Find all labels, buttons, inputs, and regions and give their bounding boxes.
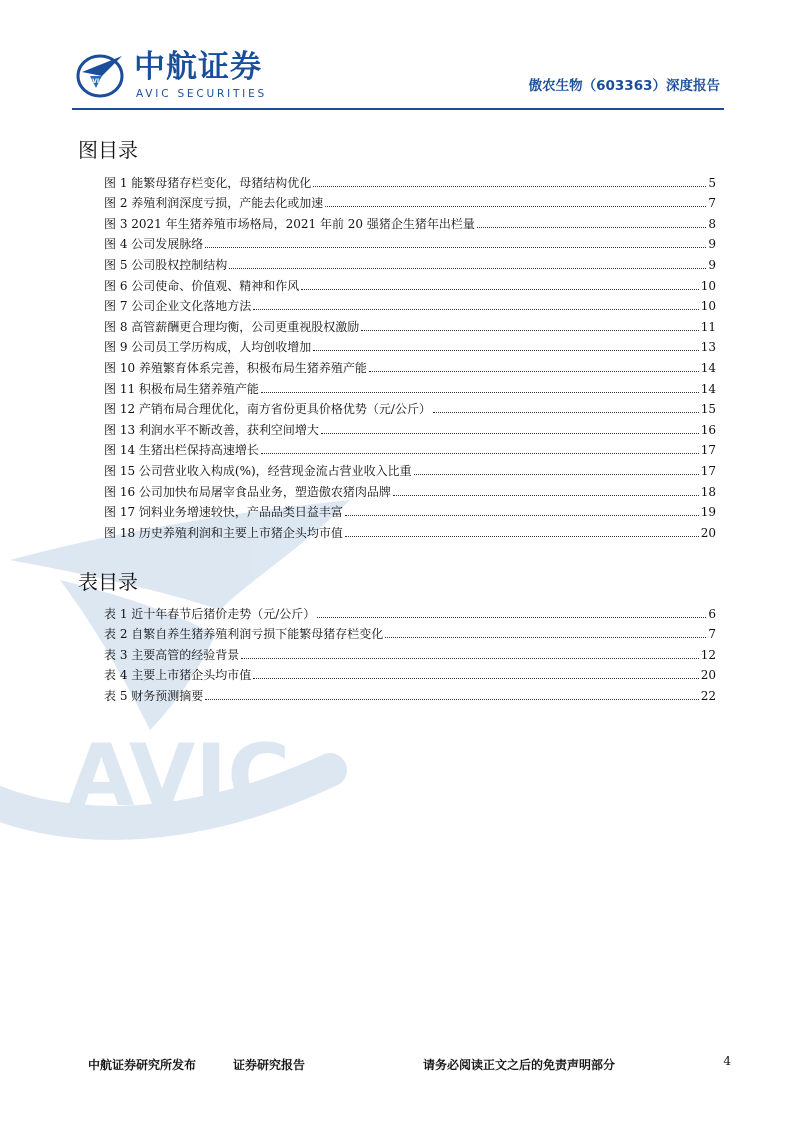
company-name-en: AVIC SECURITIES [136,88,267,100]
footer-report-type: 证券研究报告 [233,1058,306,1072]
figure-entry[interactable] [104,251,716,272]
leader-dots [205,246,706,248]
figure-entry-label: 图 18 历史养殖利润和主要上市猪企头均市值 [104,525,343,540]
figure-entry-page: 15 [700,402,716,417]
report-title: 傲农生物（603363）深度报告 [528,78,720,94]
table-entry[interactable] [104,641,716,662]
leader-dots [205,698,698,700]
figure-entry[interactable] [104,354,716,375]
table-entry[interactable] [104,600,716,621]
leader-dots [385,636,706,638]
table-entry-label: 表 4 主要上市猪企头均市值 [104,668,252,683]
figure-entry-page: 17 [700,443,716,458]
figure-entry[interactable] [104,272,716,293]
figure-entry-page: 10 [700,299,716,314]
figure-entry-label: 图 4 公司发展脉络 [104,237,204,252]
figure-entry-label: 图 10 养殖繁育体系完善，积极布局生猪养殖产能 [104,360,367,375]
figure-entry-page: 20 [700,525,716,540]
figure-entry[interactable] [104,396,716,417]
leader-dots [433,411,699,413]
table-entry[interactable] [104,682,716,703]
figure-entry-label: 图 15 公司营业收入构成(%)，经营现金流占营业收入比重 [104,463,412,478]
figure-entry-label: 图 7 公司企业文化落地方法 [104,299,252,314]
figure-entry[interactable] [104,499,716,520]
figure-entry-page: 5 [708,175,716,190]
figure-entry-page: 19 [700,505,716,520]
avic-logo-icon [76,52,126,98]
figure-entry-label: 图 17 饲料业务增速较快，产品品类日益丰富 [104,505,343,520]
figure-entry-label: 图 13 利润水平不断改善，获利空间增大 [104,422,319,437]
figure-entry-page: 16 [700,422,716,437]
figure-entry-page: 7 [708,196,716,211]
leader-dots [229,267,706,269]
figure-entry-label: 图 11 积极布局生猪养殖产能 [104,381,259,396]
leader-dots [345,514,699,516]
leader-dots [345,535,699,537]
figure-entry[interactable] [104,437,716,458]
figure-entry-label: 图 3 2021 年生猪养殖市场格局，2021 年前 20 强猪企生猪年出栏量 [104,216,475,231]
figure-entry[interactable] [104,478,716,499]
figure-entry-label: 图 14 生猪出栏保持高速增长 [104,443,259,458]
table-entry-page: 7 [708,627,716,642]
table-entry[interactable] [104,621,716,642]
table-entry-page: 20 [700,668,716,683]
logo-badge-text: AVIC [88,78,104,85]
page-number: 4 [723,1054,731,1068]
figure-entry[interactable] [104,519,716,540]
table-entry[interactable] [104,662,716,683]
table-entry-page: 12 [700,647,716,662]
leader-dots [321,432,699,434]
figure-entry[interactable] [104,293,716,314]
figure-entry-label: 图 12 产销布局合理优化，南方省份更具价格优势（元/公斤） [104,402,431,417]
leader-dots [414,473,699,475]
figure-entry[interactable] [104,313,716,334]
leader-dots [313,349,698,351]
table-entry-page: 6 [708,606,716,621]
leader-dots [253,308,698,310]
figure-entry-page: 10 [700,278,716,293]
figure-entry[interactable] [104,334,716,355]
figure-entry-page: 11 [700,319,716,334]
table-list-title: 表目录 [78,570,138,594]
figure-entry-label: 图 9 公司员工学历构成，人均创收增加 [104,340,312,355]
figure-entry-page: 14 [700,360,716,375]
header-divider [72,108,724,110]
leader-dots [301,288,698,290]
figure-entry[interactable] [104,457,716,478]
figure-entry-page: 14 [700,381,716,396]
figure-entry[interactable] [104,169,716,190]
figure-entry-label: 图 2 养殖利润深度亏损，产能去化或加速 [104,196,324,211]
figure-list-title: 图目录 [78,138,138,162]
figure-entry[interactable] [104,231,716,252]
leader-dots [253,677,698,679]
leader-dots [477,226,706,228]
page-header [72,46,724,108]
leader-dots [261,391,699,393]
figure-entry-page: 18 [700,484,716,499]
figure-entry-label: 图 8 高管薪酬更合理均衡，公司更重视股权激励 [104,319,360,334]
table-list [104,600,716,703]
company-name-cn: 中航证券 [134,49,262,85]
figure-entry[interactable] [104,190,716,211]
table-entry-label: 表 2 自繁自养生猪养殖利润亏损下能繁母猪存栏变化 [104,627,384,642]
table-entry-label: 表 1 近十年春节后猪价走势（元/公斤） [104,606,316,621]
leader-dots [369,370,699,372]
table-entry-label: 表 3 主要高管的经验背景 [104,647,240,662]
leader-dots [241,657,698,659]
leader-dots [313,185,706,187]
leader-dots [361,329,698,331]
footer-publisher: 中航证券研究所发布 [88,1058,197,1072]
watermark-text: AVIC [68,726,291,826]
leader-dots [325,205,706,207]
figure-entry-page: 17 [700,463,716,478]
footer-disclaimer: 请务必阅读正文之后的免责声明部分 [423,1058,616,1072]
figure-entry-page: 13 [700,340,716,355]
figure-entry-page: 9 [708,237,716,252]
figure-entry-page: 8 [708,216,716,231]
figure-list [104,169,716,540]
figure-entry-label: 图 16 公司加快布局屠宰食品业务，塑造傲农猪肉品牌 [104,484,391,499]
figure-entry-label: 图 1 能繁母猪存栏变化，母猪结构优化 [104,175,312,190]
figure-entry-label: 图 5 公司股权控制结构 [104,257,228,272]
table-entry-label: 表 5 财务预测摘要 [104,688,204,703]
figure-entry[interactable] [104,416,716,437]
leader-dots [261,452,699,454]
figure-entry-label: 图 6 公司使命、价值观、精神和作风 [104,278,300,293]
figure-entry-page: 9 [708,257,716,272]
figure-entry[interactable] [104,210,716,231]
table-entry-page: 22 [700,688,716,703]
figure-entry[interactable] [104,375,716,396]
leader-dots [393,494,699,496]
leader-dots [317,616,706,618]
